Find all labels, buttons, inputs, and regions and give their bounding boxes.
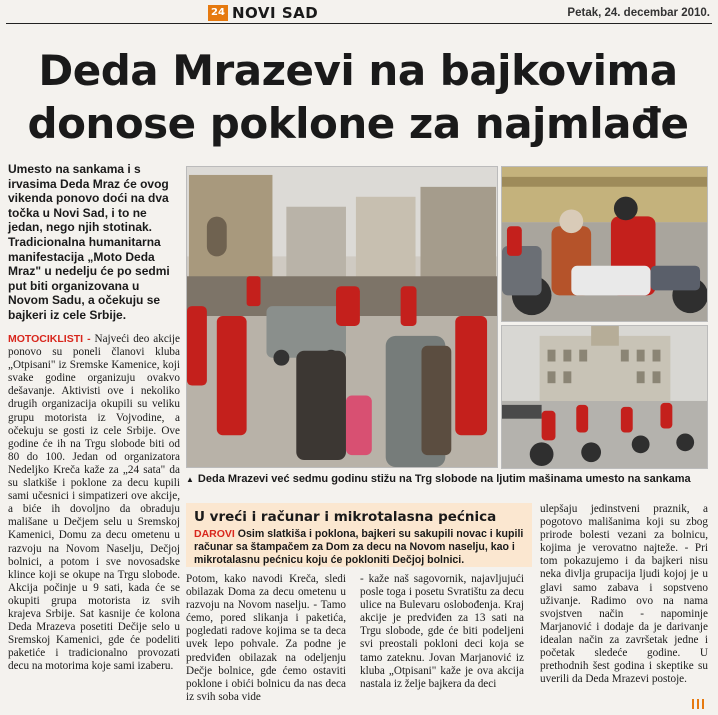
photo-santa-on-motorcycle — [501, 166, 708, 322]
photo-caption — [186, 473, 706, 485]
column-4-text: ulepšaju jedinstveni praznik, a pogotovo mališanima koji su zbog prirode bolesti vezani za bolnicu, kojima je verovatno najteže. - Pri tom pokazujemo i da bajkeri nisu neka divlja grupacija ljudi kojoj je u glavi samo zabava i sopstveno uživanje. Radimo ovo na nama svojstven način - napominje Marjanović i dodaje da je darivanje idealan način za završetak jedne i početak sledeće godine. U prethodnih šest godina i skeptike su uverili da Deda Mrazevi postoje. — [540, 503, 708, 686]
sidebar-box — [186, 503, 532, 567]
column-1-text: Najveći deo akcije ponovo su poneli članovi kluba „Otpisani" iz Sremske Kamenice, koji svake godine organizuju ovakvo dešavanje. Aktivisti ove i nekoliko drugih organizacija okupili su veliku grupu motorista iz Vojvodine, a očekuju se gosti iz cele Srbije. Ove godine će ih na Trgu slobode biti od 80 do 100. Jedan od organizatora Nedeljko Kreča kaže za „24 sata" da su slatkiše i poklone za decu kupili sami učesnici i simpatizeri ove akcije, a biće ih dovoljno da obraduju mališane u Dečjem selu u Sremskoj Kamenici, Domu za decu ometenu u razvoju na Novom Naselju, Dečjoj bolnici, a potom i sve novosadske klince koji se okupe na Trgu slobode. Akcija počinje u 9 sati, kada će se okupiti grupa motorista iz svih krajeva Srbije. Sat kasnije će kolona Deda Mrazeva posetiti Dečije selo u Sremskoj Kamenici, gde će podeliti paketiće i tradicionalno provozati decu na motorima koje sami izaberu. — [8, 333, 180, 673]
box-body: Osim slatkiša i poklona, bajkeri su sakupili novac i kupili računar sa štampačem za Dom za decu na Novom naselju, kao i mikrotalasnu pećnicu koju će pokloniti Dečjoj bolnici. — [194, 528, 524, 566]
column-kicker: MOTOCIKLISTI - — [8, 333, 91, 345]
article-column-3 — [360, 573, 524, 691]
article-end-mark — [692, 699, 704, 709]
issue-date: Petak, 24. decembar 2010. — [567, 7, 710, 19]
column-2-text: Potom, kako navodi Kreča, sledi obilazak Doma za decu ometenu u razvoju na Novom naselju. - Tamo ćemo, pored slikanja i paketića, pogledati radove kojima se ta deca uvek lepo pohvale. Za podne je predviđen obilazak na odeljenju Dečje bolnice, gde ćemo ostaviti poklone i obići bolnicu da nas deca iz svih soba vide — [186, 573, 346, 703]
caption-text: Deda Mrazevi već sedmu godinu stižu na Trg slobode na ljutim mašinama umesto na sankama — [197, 473, 691, 485]
lead-paragraph: Umesto na sankama i s irvasima Deda Mraz će ovog vikenda ponovo doći na dva točka u Novi Sad, i to ne jedan, nego njih stotinak. Tradicionalna humanitarna manifestacija „Moto Deda Mraz" u nedelju će po sedmi put biti organizovana u Novom Sadu, a očekuju se bajkeri iz cele Srbije. — [8, 162, 170, 322]
article-column-1 — [8, 333, 180, 673]
box-kicker: DAROVI — [194, 528, 235, 540]
headline — [8, 44, 708, 150]
headline-line-2: donose poklone za najmlađe — [27, 99, 689, 148]
newspaper-logo: 24 — [208, 5, 228, 21]
section-name: NOVI SAD — [232, 4, 319, 22]
column-3-text: - kaže naš sagovornik, najavljujući posle toga i posetu Svratištu za decu ulice na Bulevaru oslobođenja. Kraj akcije je predviđen za 13 sati na Trgu slobode, gde će biti podeljeni svi preostali pokloni deci koja se tamo zateknu. Jovan Marjanović iz kluba „Otpisani" kaže je ova akcija nastala iz želje bajkera da deci — [360, 573, 524, 690]
headline-line-1: Deda Mrazevi na bajkovima — [38, 46, 678, 95]
photo-santa-bikers-square — [186, 166, 498, 468]
masthead — [6, 4, 712, 24]
caption-triangle-icon: ▲ — [186, 475, 194, 484]
photo-riders-city-hall — [501, 325, 708, 469]
box-text — [194, 528, 526, 566]
article-column-4 — [540, 503, 708, 686]
box-title: U vreći i računar i mikrotalasna pećnica — [194, 509, 497, 525]
article-column-2 — [186, 573, 346, 704]
